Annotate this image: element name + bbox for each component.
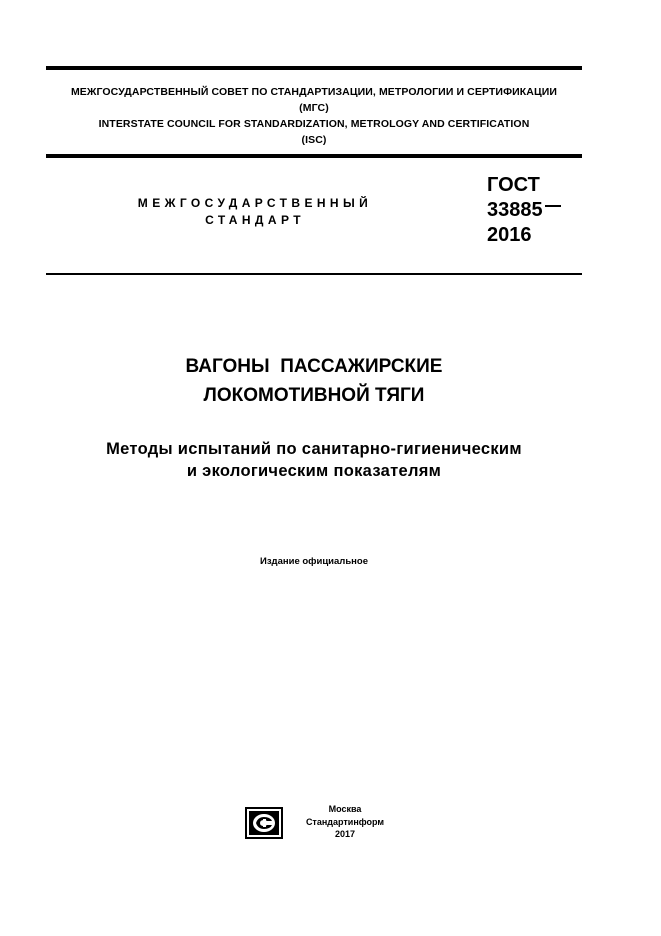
edition-note: Издание официальное bbox=[260, 556, 368, 567]
council-name-en: INTERSTATE COUNCIL FOR STANDARDIZATION, METROLOGY AND CERTIFICATION bbox=[98, 118, 530, 130]
publisher-year: 2017 bbox=[334, 829, 356, 839]
gost-number: 33885 bbox=[487, 199, 543, 221]
council-header bbox=[46, 84, 582, 148]
publisher-name: Стандартинформ bbox=[305, 816, 385, 827]
gost-number-row bbox=[487, 198, 561, 223]
document-title-line1: ВАГОНЫ ПАССАЖИРСКИЕ bbox=[185, 356, 443, 377]
council-bottom-rule bbox=[46, 154, 582, 158]
standartinform-logo-icon bbox=[245, 807, 283, 839]
standard-kind-line2: СТАНДАРТ bbox=[205, 213, 305, 227]
publisher-imprint bbox=[300, 803, 390, 841]
council-abbr-en: (ISC) bbox=[301, 134, 327, 146]
top-rule bbox=[46, 66, 582, 70]
document-subtitle bbox=[46, 438, 582, 482]
publisher-city: Москва bbox=[328, 804, 362, 814]
standard-kind bbox=[120, 195, 390, 229]
standard-kind-line1: МЕЖГОСУДАРСТВЕННЫЙ bbox=[137, 196, 373, 210]
document-title-line2: ЛОКОМОТИВНОЙ ТЯГИ bbox=[203, 385, 425, 406]
gost-dash bbox=[545, 205, 561, 207]
gost-designation bbox=[487, 173, 561, 248]
header-bottom-rule bbox=[46, 273, 582, 275]
document-title bbox=[46, 352, 582, 410]
gost-label: ГОСТ bbox=[487, 174, 540, 196]
council-abbr-ru: (МГС) bbox=[299, 102, 329, 114]
document-subtitle-line1: Методы испытаний по санитарно-гигиеническим bbox=[106, 440, 522, 458]
gost-year: 2016 bbox=[487, 224, 532, 246]
document-subtitle-line2: и экологическим показателям bbox=[186, 462, 442, 480]
council-name-ru: МЕЖГОСУДАРСТВЕННЫЙ СОВЕТ ПО СТАНДАРТИЗАЦИИ, МЕТРОЛОГИИ И СЕРТИФИКАЦИИ bbox=[70, 86, 558, 98]
